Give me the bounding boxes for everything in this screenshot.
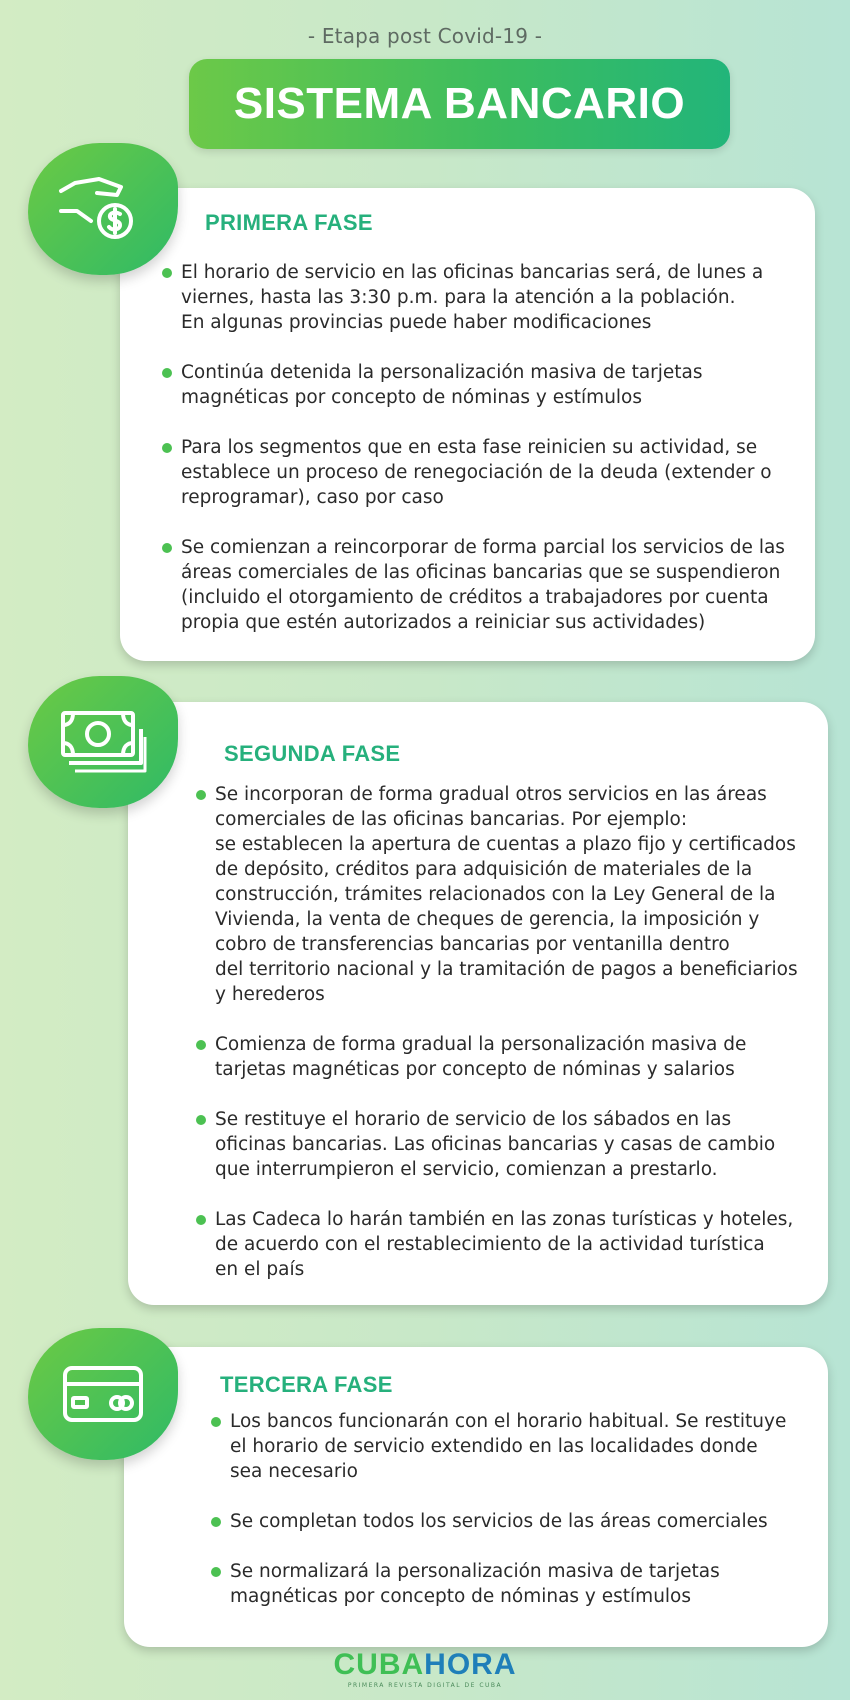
banknote-icon	[57, 707, 149, 777]
list-item: Para los segmentos que en esta fase reinicien su actividad, se establece un proceso de renegociación de la deuda (extender o reprogramar), caso por caso	[181, 435, 801, 510]
phase-badge-2	[28, 676, 178, 808]
list-item: Se incorporan de forma gradual otros servicios en las áreas comerciales de las oficinas bancarias. Por ejemplo: se establecen la apertura de cuentas a plazo fijo y certificados de depósito, créditos para adquisición de materiales de la construcción, trámites relacionados con la Ley General de la Vivienda, la venta de cheques de gerencia, la imposición y cobro de transferencias bancarias por ventanilla dentro del territorio nacional y la tramitación de pagos a beneficiarios y herederos	[215, 782, 815, 1007]
cubahora-logo	[0, 1650, 850, 1689]
phase-title-2: SEGUNDA FASE	[224, 741, 401, 766]
logo-part-cuba: CUBA	[333, 1648, 425, 1681]
hand-coin-icon	[57, 169, 149, 249]
list-item: Los bancos funcionarán con el horario habitual. Se restituye el horario de servicio extendido en las localidades donde sea necesario	[230, 1409, 810, 1484]
list-item: Se completan todos los servicios de las áreas comerciales	[230, 1509, 810, 1534]
phase-3-bullet-list	[230, 1409, 810, 1634]
credit-card-icon	[61, 1364, 145, 1424]
logo-wordmark	[0, 1650, 850, 1680]
phase-1-bullet-list	[181, 260, 801, 660]
list-item: Las Cadeca lo harán también en las zonas turísticas y hoteles, de acuerdo con el restablecimiento de la actividad turística en el país	[215, 1207, 815, 1282]
list-item: Continúa detenida la personalización masiva de tarjetas magnéticas por concepto de nóminas y estímulos	[181, 360, 801, 410]
logo-part-hora: HORA	[424, 1648, 517, 1681]
list-item: Se comienzan a reincorporar de forma parcial los servicios de las áreas comerciales de las oficinas bancarias que se suspendieron (incluido el otorgamiento de créditos a trabajadores por cuenta propia que estén autorizados a reiniciar sus actividades)	[181, 535, 801, 635]
list-item: El horario de servicio en las oficinas bancarias será, de lunes a viernes, hasta las 3:30 p.m. para la atención a la población. En algunas provincias puede haber modificaciones	[181, 260, 801, 335]
title-banner	[189, 59, 730, 149]
phase-badge-1	[28, 143, 178, 275]
phase-title-1: PRIMERA FASE	[205, 210, 373, 235]
logo-tagline: PRIMERA REVISTA DIGITAL DE CUBA	[347, 1682, 503, 1689]
list-item: Se restituye el horario de servicio de los sábados en las oficinas bancarias. Las oficinas bancarias y casas de cambio que interrumpieron el servicio, comienzan a prestarlo.	[215, 1107, 815, 1182]
page-subtitle: - Etapa post Covid-19 -	[307, 24, 543, 48]
phase-badge-3	[28, 1328, 178, 1460]
page-title: SISTEMA BANCARIO	[233, 79, 686, 128]
phase-2-bullet-list	[215, 782, 815, 1307]
list-item: Comienza de forma gradual la personalización masiva de tarjetas magnéticas por concepto de nóminas y salarios	[215, 1032, 815, 1082]
list-item: Se normalizará la personalización masiva de tarjetas magnéticas por concepto de nóminas y estímulos	[230, 1559, 810, 1609]
phase-title-3: TERCERA FASE	[220, 1372, 393, 1397]
